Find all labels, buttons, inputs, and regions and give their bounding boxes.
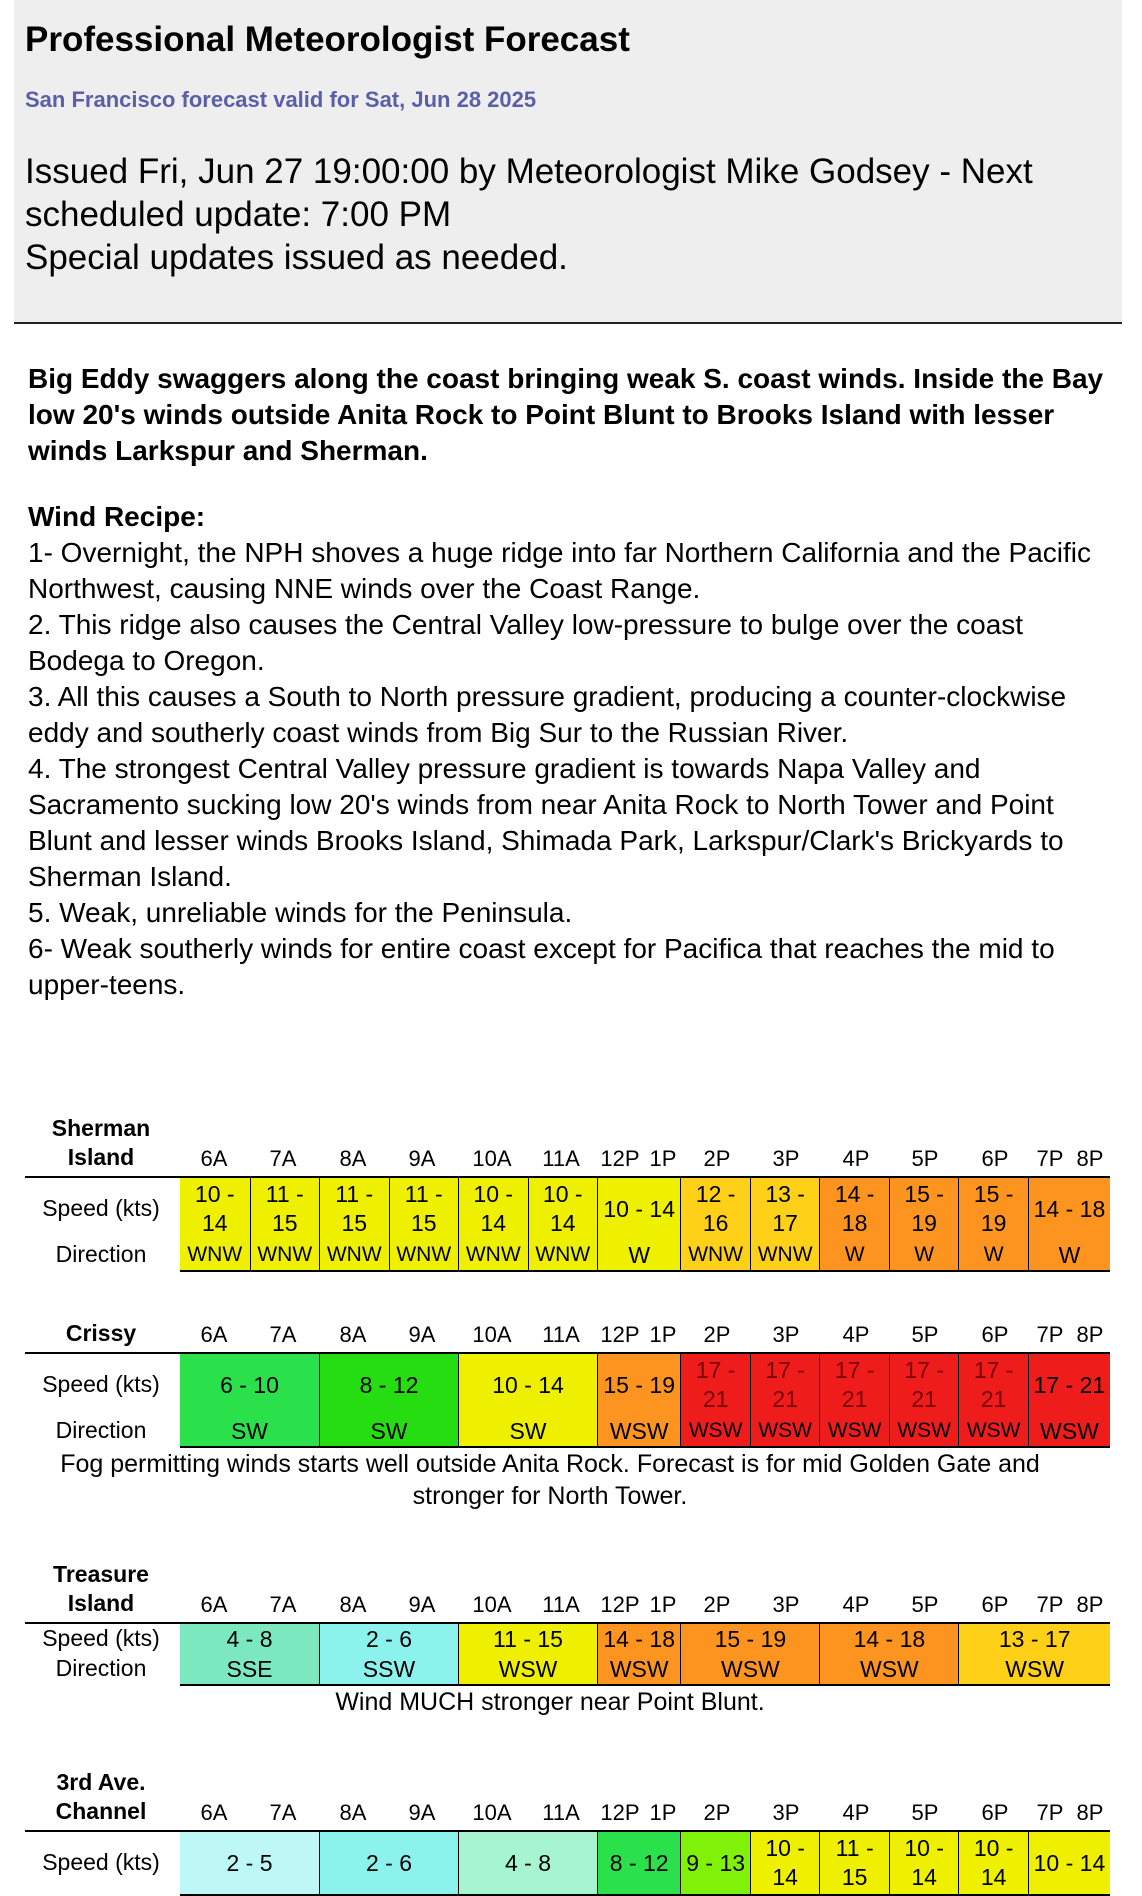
forecast-header [14, 0, 1122, 324]
wind-direction: WNW [465, 1243, 521, 1266]
hour-label: 8P [1076, 1146, 1104, 1171]
hour-label: 8P [1076, 1322, 1104, 1347]
hour-label: 6P [981, 1322, 1009, 1347]
wind-speed-min: 10 - [542, 1181, 583, 1207]
hour-label: 6A [200, 1592, 228, 1617]
hour-label: 6A [200, 1800, 228, 1825]
forecast-cell [319, 1178, 389, 1270]
wind-direction: WNW [688, 1243, 744, 1266]
hour-label: 3P [772, 1322, 800, 1347]
hour-label: 7A [269, 1322, 297, 1347]
hour-label: 9A [408, 1146, 436, 1171]
wind-speed-max: 14 [911, 1864, 937, 1890]
wind-speed [820, 1180, 889, 1238]
wind-speed: 9 - 13 [686, 1850, 746, 1876]
forecast-note: Wind MUCH stronger near Point Blunt. [335, 1688, 765, 1716]
recipe-item: 2. This ridge also causes the Central Valley low-pressure to bulge over the coast Bodega to Oregon. [28, 609, 1024, 676]
wind-speed-min: 11 - [265, 1181, 304, 1207]
forecast-cell [1028, 1178, 1110, 1270]
hour-label: 4P [842, 1322, 870, 1347]
wind-speed-min: 15 - [904, 1181, 944, 1207]
wind-direction: SW [370, 1418, 408, 1444]
wind-speed [751, 1834, 820, 1892]
forecast-cell [597, 1624, 680, 1684]
recipe-item: 5. Weak, unreliable winds for the Peninsula. [28, 897, 573, 928]
hour-label: 1P [649, 1322, 677, 1347]
hour-label: 2P [703, 1800, 731, 1825]
hour-label: 12P [600, 1800, 640, 1825]
hour-label: 6A [200, 1322, 228, 1347]
issued-line-2: scheduled update: 7:00 PM [25, 195, 452, 234]
wind-speed-min: 13 - [765, 1181, 805, 1207]
hour-label: 3P [772, 1800, 800, 1825]
forecast-cell [180, 1354, 319, 1446]
forecast-cell [958, 1624, 1110, 1684]
hour-label: 7P [1036, 1800, 1064, 1825]
wind-speed: 10 - 14 [492, 1372, 564, 1398]
wind-direction: SW [230, 1418, 269, 1444]
issued-line-1: Issued Fri, Jun 27 19:00:00 by Meteorologist Mike Godsey - Next [25, 152, 1033, 191]
wind-speed-max: 21 [841, 1386, 868, 1412]
wind-speed [890, 1180, 959, 1238]
hour-label: 12P [600, 1322, 640, 1347]
speed-row-label: Speed (kts) [42, 1195, 160, 1221]
wind-speed: 10 - 14 [1033, 1850, 1106, 1876]
wind-speed-min: 11 - [404, 1181, 443, 1207]
hour-label: 5P [911, 1592, 939, 1617]
hour-label: 11A [542, 1146, 580, 1171]
forecast-cell [819, 1832, 889, 1894]
hour-label: 6P [981, 1800, 1009, 1825]
wind-speed [959, 1834, 1028, 1892]
forecast-cell [389, 1178, 459, 1270]
wind-speed-max: 14 [549, 1210, 576, 1236]
wind-speed [959, 1180, 1028, 1238]
hour-label: 8P [1076, 1800, 1104, 1825]
forecast-cell [597, 1178, 680, 1270]
wind-speed-max: 15 [271, 1210, 298, 1236]
hour-label: 8A [339, 1592, 367, 1617]
wind-direction: WNW [187, 1243, 243, 1266]
wind-speed-max: 14 [980, 1864, 1007, 1890]
forecast-cell [1028, 1354, 1110, 1446]
wind-speed: 8 - 12 [609, 1850, 669, 1876]
wind-speed-min: 11 - [335, 1181, 374, 1207]
wind-speed-min: 10 - [194, 1181, 235, 1207]
wind-direction: WSW [1005, 1656, 1065, 1682]
wind-speed: 8 - 12 [359, 1372, 419, 1398]
wind-speed-max: 15 [341, 1210, 368, 1236]
hour-label: 2P [703, 1146, 731, 1171]
forecast-cell [458, 1354, 597, 1446]
wind-direction: WSW [897, 1419, 951, 1442]
hour-label: 4P [842, 1592, 870, 1617]
hour-label: 10A [472, 1322, 512, 1347]
recipe-item: 6- Weak southerly winds for entire coast except for Pacifica that reaches the mid to upper-teens. [28, 933, 1055, 1000]
wind-speed-max: 21 [702, 1386, 729, 1412]
wind-direction: W [914, 1243, 935, 1266]
speed-row-label: Speed (kts) [42, 1625, 160, 1651]
wind-speed-min: 17 - [834, 1357, 875, 1383]
hour-label: 8P [1076, 1592, 1104, 1617]
recipe-item: 1- Overnight, the NPH shoves a huge ridge into far Northern California and the Pacific Northwest, causing NNE winds over the Coast Range. [28, 537, 1092, 604]
wind-speed-max: 15 [410, 1210, 437, 1236]
wind-speed-min: 17 - [765, 1357, 805, 1383]
wind-recipe-title: Wind Recipe: [28, 501, 206, 532]
hour-label: 7A [269, 1800, 297, 1825]
wind-direction: SW [509, 1418, 547, 1444]
hour-label: 7A [269, 1146, 297, 1171]
wind-speed-max: 15 [841, 1864, 868, 1890]
wind-direction: SSW [362, 1656, 416, 1682]
forecast-cell [680, 1354, 750, 1446]
wind-speed-min: 17 - [904, 1357, 944, 1383]
hour-label: 2P [703, 1322, 731, 1347]
forecast-cell [819, 1178, 889, 1270]
forecast-cell [819, 1354, 889, 1446]
wind-speed [320, 1180, 389, 1238]
wind-speed [529, 1180, 598, 1238]
forecast-cell [180, 1178, 250, 1270]
wind-speed: 2 - 6 [365, 1626, 413, 1652]
recipe-item: 4. The strongest Central Valley pressure gradient is towards Napa Valley and Sacramento sucking low 20's winds from near Anita Rock to North Tower and Point Blunt and lesser winds Brooks Island, Shimada Park, Larkspur/Clark's Brickyards to Sherman Island. [28, 753, 1064, 892]
wind-direction: WSW [498, 1656, 558, 1682]
hour-label: 5P [911, 1800, 939, 1825]
wind-speed: 2 - 6 [365, 1850, 413, 1876]
wind-direction: WNW [326, 1243, 382, 1266]
direction-row-label: Direction [55, 1655, 147, 1681]
wind-speed-max: 18 [841, 1210, 868, 1236]
wind-speed [820, 1356, 889, 1414]
hour-label: 10A [472, 1146, 512, 1171]
wind-speed-max: 21 [980, 1386, 1007, 1412]
hour-label: 3P [772, 1592, 800, 1617]
hour-label: 9A [408, 1322, 436, 1347]
wind-speed: 14 - 18 [853, 1626, 926, 1652]
wind-speed: 2 - 5 [226, 1850, 273, 1876]
hour-label: 10A [472, 1592, 512, 1617]
wind-direction: WSW [827, 1419, 882, 1442]
wind-speed: 6 - 10 [220, 1372, 279, 1398]
wind-speed: 15 - 19 [603, 1372, 675, 1398]
wind-speed-min: 10 - [973, 1835, 1014, 1861]
wind-speed: 13 - 17 [998, 1626, 1071, 1652]
hour-label: 5P [911, 1146, 939, 1171]
wind-speed-max: 14 [772, 1864, 798, 1890]
wind-speed-max: 19 [980, 1210, 1007, 1236]
forecast-cell [528, 1178, 598, 1270]
forecast-note: Fog permitting winds starts well outside Anita Rock. Forecast is for mid Golden Gate and stronger for North Tower. [60, 1450, 1040, 1510]
forecast-cell [750, 1354, 820, 1446]
wind-speed-min: 17 - [695, 1357, 736, 1383]
wind-speed-max: 16 [702, 1210, 729, 1236]
wind-direction: W [844, 1243, 865, 1266]
forecast-cell [319, 1624, 458, 1684]
wind-recipe [28, 499, 1118, 1003]
wind-direction: WNW [396, 1243, 452, 1266]
wind-speed: 14 - 18 [603, 1626, 675, 1652]
location-name: Treasure Island [53, 1561, 149, 1616]
wind-speed-max: 19 [911, 1210, 937, 1236]
issued-line-3: Special updates issued as needed. [25, 238, 568, 277]
hour-label: 1P [649, 1800, 677, 1825]
wind-speed [390, 1180, 459, 1238]
hour-label: 12P [600, 1146, 640, 1171]
wind-direction: WSW [966, 1419, 1021, 1442]
forecast-cell [250, 1178, 320, 1270]
forecast-cell [597, 1354, 680, 1446]
recipe-item: 3. All this causes a South to North pressure gradient, producing a counter-clockwise eddy and southerly coast winds from Big Sur to the Russian River. [28, 681, 1067, 748]
table-bottom-rule [180, 1270, 1110, 1272]
forecast-cell [458, 1624, 597, 1684]
wind-speed-max: 21 [772, 1386, 798, 1412]
hour-label: 11A [542, 1322, 580, 1347]
wind-speed-max: 14 [201, 1210, 228, 1236]
hour-label: 6P [981, 1146, 1009, 1171]
forecast-cell [680, 1624, 819, 1684]
forecast-cell [958, 1178, 1028, 1270]
forecast-valid-date: San Francisco forecast valid for Sat, Jun 28 2025 [25, 87, 537, 112]
hour-label: 10A [472, 1800, 512, 1825]
wind-direction: WSW [1040, 1418, 1099, 1444]
direction-row-label: Direction [55, 1241, 147, 1267]
wind-speed-max: 14 [480, 1210, 507, 1236]
wind-speed [681, 1356, 750, 1414]
forecast-cell [180, 1832, 319, 1894]
hour-label: 8A [339, 1322, 367, 1347]
wind-speed-min: 14 - [834, 1181, 875, 1207]
wind-speed: 4 - 8 [226, 1626, 273, 1652]
hour-label: 1P [649, 1592, 677, 1617]
speed-row-label: Speed (kts) [42, 1849, 160, 1875]
hour-label: 4P [842, 1146, 870, 1171]
forecast-cell [958, 1354, 1028, 1446]
forecast-cell [889, 1354, 959, 1446]
wind-speed-min: 10 - [765, 1835, 805, 1861]
wind-direction: WNW [535, 1243, 591, 1266]
location-name: Crissy [65, 1320, 137, 1346]
hour-label: 1P [649, 1146, 677, 1171]
hour-label: 9A [408, 1592, 436, 1617]
wind-direction: WSW [688, 1419, 743, 1442]
wind-speed: 14 - 18 [1033, 1196, 1106, 1222]
forecast-summary: Big Eddy swaggers along the coast bringing weak S. coast winds. Inside the Bay low 20's winds outside Anita Rock to Point Blunt to Brooks Island with lesser winds Larkspur and Sherman. [28, 363, 1104, 466]
direction-row-label: Direction [55, 1417, 147, 1443]
forecast-cell [458, 1832, 597, 1894]
hour-label: 12P [600, 1592, 640, 1617]
hour-label: 7A [269, 1592, 297, 1617]
forecast-cell [680, 1178, 750, 1270]
wind-speed [820, 1834, 889, 1892]
forecast-cell [750, 1832, 820, 1894]
wind-speed-min: 10 - [473, 1181, 514, 1207]
wind-direction: WSW [758, 1419, 812, 1442]
forecast-cell [319, 1354, 458, 1446]
wind-speed [251, 1180, 320, 1238]
wind-speed: 10 - 14 [603, 1196, 675, 1222]
wind-direction: WSW [860, 1656, 919, 1682]
wind-speed [890, 1356, 959, 1414]
wind-speed [890, 1834, 959, 1892]
wind-speed [180, 1180, 250, 1238]
hour-label: 4P [842, 1800, 870, 1825]
hour-label: 3P [772, 1146, 800, 1171]
wind-speed [459, 1180, 528, 1238]
forecast-cell [180, 1624, 319, 1684]
wind-speed [681, 1180, 750, 1238]
hour-label: 11A [542, 1800, 580, 1825]
forecast-cell [1028, 1832, 1110, 1894]
wind-speed: 4 - 8 [504, 1850, 552, 1876]
hour-label: 6P [981, 1592, 1009, 1617]
forecast-cell [750, 1178, 820, 1270]
forecast-cell [597, 1832, 680, 1894]
hour-label: 11A [542, 1592, 580, 1617]
issued-info [25, 150, 1115, 279]
wind-direction: WSW [609, 1418, 669, 1444]
wind-direction: WSW [609, 1656, 669, 1682]
forecast-cell [680, 1832, 750, 1894]
forecast-cell [819, 1624, 958, 1684]
hour-label: 7P [1036, 1322, 1064, 1347]
forecast-cell [889, 1178, 959, 1270]
wind-speed [959, 1356, 1028, 1414]
wind-direction: W [628, 1242, 651, 1268]
hour-label: 6A [200, 1146, 228, 1171]
forecast-cell [319, 1832, 458, 1894]
wind-speed-min: 10 - [904, 1835, 944, 1861]
hour-label: 7P [1036, 1592, 1064, 1617]
wind-direction: SSE [226, 1656, 273, 1682]
wind-speed-min: 11 - [835, 1835, 874, 1861]
wind-speed-min: 17 - [973, 1357, 1014, 1383]
wind-direction: WNW [757, 1243, 813, 1266]
hour-label: 9A [408, 1800, 436, 1825]
location-name: 3rd Ave. Channel [55, 1769, 147, 1824]
hour-label: 7P [1036, 1146, 1064, 1171]
wind-speed: 11 - 15 [493, 1626, 563, 1652]
hour-label: 8A [339, 1146, 367, 1171]
forecast-cell [889, 1832, 959, 1894]
wind-speed: 17 - 21 [1033, 1372, 1106, 1398]
page-title: Professional Meteorologist Forecast [25, 20, 630, 59]
wind-speed-min: 12 - [695, 1181, 736, 1207]
wind-speed-max: 21 [911, 1386, 937, 1412]
location-name: Sherman Island [51, 1115, 151, 1170]
hour-label: 2P [703, 1592, 731, 1617]
wind-direction: WSW [721, 1656, 780, 1682]
wind-direction: WNW [257, 1243, 313, 1266]
forecast-cell [958, 1832, 1028, 1894]
wind-direction: W [1058, 1242, 1081, 1268]
wind-speed [751, 1180, 820, 1238]
wind-speed: 15 - 19 [714, 1626, 787, 1652]
speed-row-label: Speed (kts) [42, 1371, 160, 1397]
wind-speed-max: 17 [772, 1210, 798, 1236]
hour-label: 5P [911, 1322, 939, 1347]
forecast-cell [458, 1178, 528, 1270]
wind-direction: W [983, 1243, 1004, 1266]
wind-speed [751, 1356, 820, 1414]
wind-speed-min: 15 - [973, 1181, 1014, 1207]
hour-label: 8A [339, 1800, 367, 1825]
